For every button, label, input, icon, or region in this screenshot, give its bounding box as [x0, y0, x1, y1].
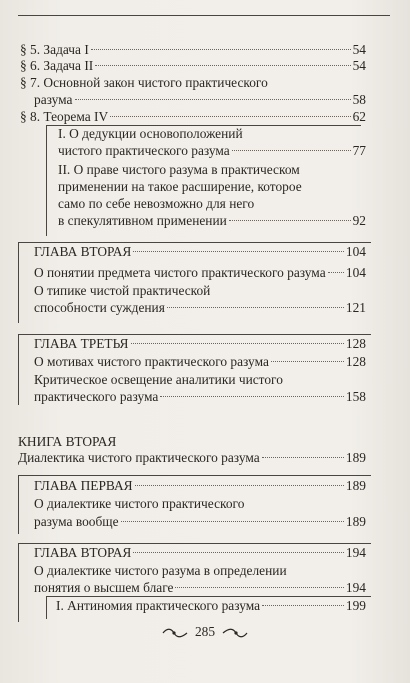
toc-entry-s6[interactable]: § 6. Задача II 54	[20, 58, 366, 73]
toc-book2-heading: КНИГА ВТОРАЯ	[18, 434, 117, 449]
top-rule	[18, 15, 390, 16]
toc-entry-ii-line4[interactable]: в спекулятивном применении 92	[58, 213, 366, 228]
toc-entry-s5[interactable]: § 5. Задача I 54	[20, 42, 366, 57]
toc-entry-i-line2[interactable]: чистого практического разума 77	[58, 143, 366, 158]
toc-chapter2b-entry1-line2[interactable]: понятия о высшем благе 194	[34, 580, 366, 595]
toc-entry-s8[interactable]: § 8. Теорема IV 62	[20, 109, 366, 124]
toc-chapter2[interactable]: ГЛАВА ВТОРАЯ 104	[34, 244, 366, 259]
toc-chapter2-entry2-line2[interactable]: способности суждения 121	[34, 300, 366, 315]
toc-dialectic[interactable]: Диалектика чистого практического разума 189	[18, 450, 366, 465]
ornament-right-icon	[222, 628, 248, 638]
toc-entry-i-line1: I. О дедукции основоположений	[58, 126, 243, 141]
toc-chapter3-entry2-line2[interactable]: практического разума 158	[34, 389, 366, 404]
toc-entry-s7-line1: § 7. Основной закон чистого практического	[20, 75, 268, 90]
toc-chapter1[interactable]: ГЛАВА ПЕРВАЯ 189	[34, 478, 366, 493]
toc-chapter3[interactable]: ГЛАВА ТРЕТЬЯ 128	[34, 336, 366, 351]
toc-entry-ii-line2: применении на такое расширение, которое	[58, 179, 302, 194]
toc-chapter1-entry1-line2[interactable]: разума вообще 189	[34, 514, 366, 529]
page-footer	[0, 624, 410, 640]
toc-chapter2b-entry1-line1: О диалектике чистого разума в определении	[34, 563, 287, 578]
page-number: 285	[194, 624, 216, 639]
toc-chapter3-entry2-line1: Критическое освещение аналитики чистого	[34, 372, 283, 387]
toc-antinomy[interactable]: I. Антиномия практического разума 199	[56, 598, 366, 613]
toc-entry-ii-line3: само по себе невозможно для него	[58, 196, 255, 211]
toc-chapter2b[interactable]: ГЛАВА ВТОРАЯ 194	[34, 545, 366, 560]
toc-chapter2-entry1[interactable]: О понятии предмета чистого практического разума 104	[34, 265, 366, 280]
toc-entry-ii-line1: II. О праве чистого разума в практическом	[58, 162, 300, 177]
toc-chapter3-entry1[interactable]: О мотивах чистого практического разума 128	[34, 354, 366, 369]
toc-chapter2-entry2-line1: О типике чистой практической	[34, 283, 211, 298]
toc-entry-s7-line2[interactable]: разума 58	[34, 92, 366, 107]
toc-chapter1-entry1-line1: О диалектике чистого практического	[34, 496, 245, 511]
ornament-left-icon	[162, 628, 188, 638]
